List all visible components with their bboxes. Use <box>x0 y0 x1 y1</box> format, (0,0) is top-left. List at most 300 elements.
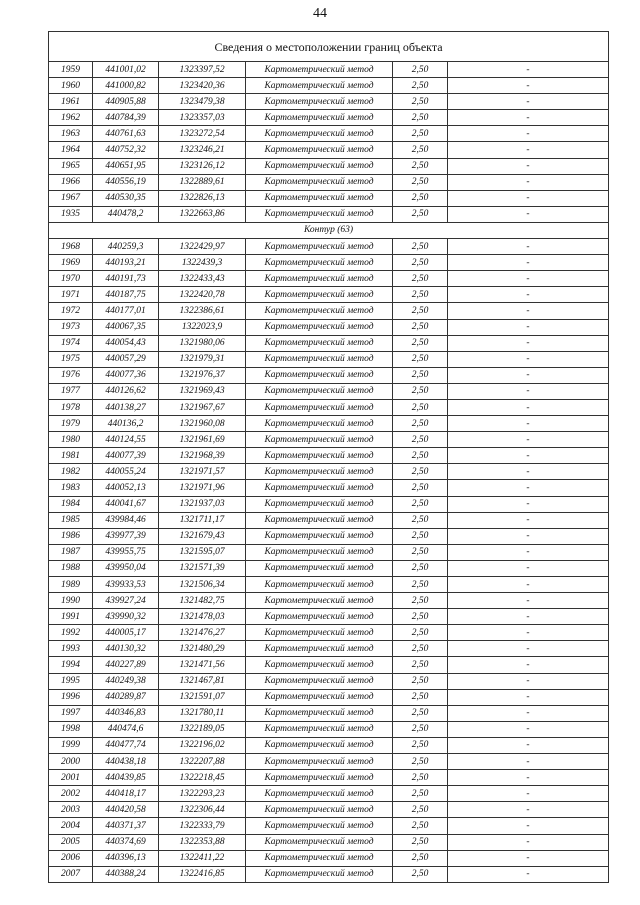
table-row <box>49 512 609 528</box>
method-cell: Картометрический метод <box>246 609 393 625</box>
x-coordinate-cell: 440193,21 <box>93 255 159 271</box>
precision-cell: 2,50 <box>393 464 448 480</box>
point-number-cell: 1981 <box>49 448 93 464</box>
y-coordinate-cell: 1322429,97 <box>159 239 246 255</box>
precision-cell: 2,50 <box>393 142 448 158</box>
description-cell: - <box>448 416 609 432</box>
precision-cell: 2,50 <box>393 560 448 576</box>
x-coordinate-cell: 440249,38 <box>93 673 159 689</box>
description-cell: - <box>448 770 609 786</box>
point-number-cell: 1972 <box>49 303 93 319</box>
precision-cell: 2,50 <box>393 383 448 399</box>
point-number-cell: 1989 <box>49 577 93 593</box>
point-number-cell: 1987 <box>49 544 93 560</box>
description-cell: - <box>448 94 609 110</box>
x-coordinate-cell: 440396,13 <box>93 850 159 866</box>
table-row <box>49 351 609 367</box>
table-row <box>49 399 609 415</box>
description-cell: - <box>448 802 609 818</box>
method-cell: Картометрический метод <box>246 335 393 351</box>
x-coordinate-cell: 440651,95 <box>93 158 159 174</box>
x-coordinate-cell: 440191,73 <box>93 271 159 287</box>
table-row <box>49 255 609 271</box>
method-cell: Картометрический метод <box>246 142 393 158</box>
method-cell: Картометрический метод <box>246 416 393 432</box>
x-coordinate-cell: 440052,13 <box>93 480 159 496</box>
x-coordinate-cell: 439933,53 <box>93 577 159 593</box>
y-coordinate-cell: 1321467,81 <box>159 673 246 689</box>
x-coordinate-cell: 440057,29 <box>93 351 159 367</box>
precision-cell: 2,50 <box>393 287 448 303</box>
table-row <box>49 834 609 850</box>
y-coordinate-cell: 1321679,43 <box>159 528 246 544</box>
x-coordinate-cell: 440418,17 <box>93 786 159 802</box>
point-number-cell: 1974 <box>49 335 93 351</box>
description-cell: - <box>448 673 609 689</box>
description-cell: - <box>448 850 609 866</box>
y-coordinate-cell: 1321780,11 <box>159 705 246 721</box>
point-number-cell: 1961 <box>49 94 93 110</box>
precision-cell: 2,50 <box>393 593 448 609</box>
y-coordinate-cell: 1323479,38 <box>159 94 246 110</box>
table-row <box>49 416 609 432</box>
precision-cell: 2,50 <box>393 448 448 464</box>
method-cell: Картометрический метод <box>246 448 393 464</box>
method-cell: Картометрический метод <box>246 399 393 415</box>
precision-cell: 2,50 <box>393 625 448 641</box>
y-coordinate-cell: 1321591,07 <box>159 689 246 705</box>
x-coordinate-cell: 440439,85 <box>93 770 159 786</box>
y-coordinate-cell: 1321478,03 <box>159 609 246 625</box>
method-cell: Картометрический метод <box>246 721 393 737</box>
y-coordinate-cell: 1322433,43 <box>159 271 246 287</box>
x-coordinate-cell: 440067,35 <box>93 319 159 335</box>
method-cell: Картометрический метод <box>246 786 393 802</box>
y-coordinate-cell: 1322023,9 <box>159 319 246 335</box>
description-cell: - <box>448 335 609 351</box>
point-number-cell: 1968 <box>49 239 93 255</box>
description-cell: - <box>448 625 609 641</box>
x-coordinate-cell: 440077,36 <box>93 367 159 383</box>
point-number-cell: 1986 <box>49 528 93 544</box>
precision-cell: 2,50 <box>393 110 448 126</box>
description-cell: - <box>448 239 609 255</box>
table-title-row <box>49 32 609 62</box>
precision-cell: 2,50 <box>393 78 448 94</box>
y-coordinate-cell: 1321476,27 <box>159 625 246 641</box>
x-coordinate-cell: 440905,88 <box>93 94 159 110</box>
precision-cell: 2,50 <box>393 577 448 593</box>
table-row <box>49 593 609 609</box>
method-cell: Картометрический метод <box>246 802 393 818</box>
description-cell: - <box>448 367 609 383</box>
x-coordinate-cell: 440556,19 <box>93 174 159 190</box>
x-coordinate-cell: 440371,37 <box>93 818 159 834</box>
method-cell: Картометрический метод <box>246 834 393 850</box>
point-number-cell: 1994 <box>49 657 93 673</box>
x-coordinate-cell: 440478,2 <box>93 206 159 222</box>
method-cell: Картометрический метод <box>246 287 393 303</box>
x-coordinate-cell: 440388,24 <box>93 866 159 882</box>
precision-cell: 2,50 <box>393 255 448 271</box>
x-coordinate-cell: 440055,24 <box>93 464 159 480</box>
method-cell: Картометрический метод <box>246 303 393 319</box>
y-coordinate-cell: 1323397,52 <box>159 62 246 78</box>
description-cell: - <box>448 721 609 737</box>
y-coordinate-cell: 1321506,34 <box>159 577 246 593</box>
y-coordinate-cell: 1321976,37 <box>159 367 246 383</box>
point-number-cell: 1991 <box>49 609 93 625</box>
y-coordinate-cell: 1321979,31 <box>159 351 246 367</box>
y-coordinate-cell: 1322353,88 <box>159 834 246 850</box>
x-coordinate-cell: 440136,2 <box>93 416 159 432</box>
precision-cell: 2,50 <box>393 818 448 834</box>
point-number-cell: 1966 <box>49 174 93 190</box>
x-coordinate-cell: 440784,39 <box>93 110 159 126</box>
method-cell: Картометрический метод <box>246 705 393 721</box>
point-number-cell: 1964 <box>49 142 93 158</box>
description-cell: - <box>448 464 609 480</box>
x-coordinate-cell: 439955,75 <box>93 544 159 560</box>
description-cell: - <box>448 657 609 673</box>
table-row <box>49 786 609 802</box>
description-cell: - <box>448 560 609 576</box>
method-cell: Картометрический метод <box>246 464 393 480</box>
description-cell: - <box>448 818 609 834</box>
page-number: 44 <box>313 6 327 21</box>
point-number-cell: 1996 <box>49 689 93 705</box>
precision-cell: 2,50 <box>393 689 448 705</box>
precision-cell: 2,50 <box>393 786 448 802</box>
description-cell: - <box>448 496 609 512</box>
table-row <box>49 335 609 351</box>
description-cell: - <box>448 78 609 94</box>
precision-cell: 2,50 <box>393 770 448 786</box>
table-row <box>49 303 609 319</box>
x-coordinate-cell: 439984,46 <box>93 512 159 528</box>
table-row <box>49 770 609 786</box>
point-number-cell: 1967 <box>49 190 93 206</box>
description-cell: - <box>448 609 609 625</box>
method-cell: Картометрический метод <box>246 319 393 335</box>
table-row <box>49 657 609 673</box>
table-row <box>49 142 609 158</box>
x-coordinate-cell: 439927,24 <box>93 593 159 609</box>
y-coordinate-cell: 1321482,75 <box>159 593 246 609</box>
precision-cell: 2,50 <box>393 528 448 544</box>
description-cell: - <box>448 641 609 657</box>
precision-cell: 2,50 <box>393 94 448 110</box>
description-cell: - <box>448 544 609 560</box>
table-row <box>49 625 609 641</box>
table-title: Сведения о местоположении границ объекта <box>49 32 609 62</box>
precision-cell: 2,50 <box>393 850 448 866</box>
precision-cell: 2,50 <box>393 239 448 255</box>
method-cell: Картометрический метод <box>246 577 393 593</box>
y-coordinate-cell: 1322889,61 <box>159 174 246 190</box>
table-row <box>49 496 609 512</box>
point-number-cell: 1976 <box>49 367 93 383</box>
precision-cell: 2,50 <box>393 705 448 721</box>
description-cell: - <box>448 399 609 415</box>
point-number-cell: 1962 <box>49 110 93 126</box>
method-cell: Картометрический метод <box>246 158 393 174</box>
method-cell: Картометрический метод <box>246 94 393 110</box>
x-coordinate-cell: 439950,04 <box>93 560 159 576</box>
method-cell: Картометрический метод <box>246 770 393 786</box>
point-number-cell: 1985 <box>49 512 93 528</box>
description-cell: - <box>448 705 609 721</box>
precision-cell: 2,50 <box>393 271 448 287</box>
precision-cell: 2,50 <box>393 609 448 625</box>
precision-cell: 2,50 <box>393 834 448 850</box>
method-cell: Картометрический метод <box>246 110 393 126</box>
boundary-table <box>48 31 609 883</box>
x-coordinate-cell: 440005,17 <box>93 625 159 641</box>
precision-cell: 2,50 <box>393 174 448 190</box>
table-row <box>49 110 609 126</box>
method-cell: Картометрический метод <box>246 496 393 512</box>
method-cell: Картометрический метод <box>246 850 393 866</box>
point-number-cell: 1982 <box>49 464 93 480</box>
x-coordinate-cell: 441000,82 <box>93 78 159 94</box>
y-coordinate-cell: 1323246,21 <box>159 142 246 158</box>
precision-cell: 2,50 <box>393 721 448 737</box>
point-number-cell: 2005 <box>49 834 93 850</box>
precision-cell: 2,50 <box>393 303 448 319</box>
precision-cell: 2,50 <box>393 641 448 657</box>
description-cell: - <box>448 126 609 142</box>
method-cell: Картометрический метод <box>246 512 393 528</box>
y-coordinate-cell: 1323420,36 <box>159 78 246 94</box>
x-coordinate-cell: 440227,89 <box>93 657 159 673</box>
point-number-cell: 1960 <box>49 78 93 94</box>
x-coordinate-cell: 440041,67 <box>93 496 159 512</box>
point-number-cell: 1983 <box>49 480 93 496</box>
table-row <box>49 850 609 866</box>
point-number-cell: 1995 <box>49 673 93 689</box>
x-coordinate-cell: 440530,35 <box>93 190 159 206</box>
method-cell: Картометрический метод <box>246 866 393 882</box>
point-number-cell: 1984 <box>49 496 93 512</box>
precision-cell: 2,50 <box>393 351 448 367</box>
table-row <box>49 383 609 399</box>
x-coordinate-cell: 440077,39 <box>93 448 159 464</box>
y-coordinate-cell: 1321960,08 <box>159 416 246 432</box>
description-cell: - <box>448 512 609 528</box>
description-cell: - <box>448 303 609 319</box>
precision-cell: 2,50 <box>393 544 448 560</box>
method-cell: Картометрический метод <box>246 271 393 287</box>
x-coordinate-cell: 440477,74 <box>93 737 159 753</box>
table-row <box>49 577 609 593</box>
point-number-cell: 2003 <box>49 802 93 818</box>
description-cell: - <box>448 737 609 753</box>
x-coordinate-cell: 440761,63 <box>93 126 159 142</box>
table-row <box>49 737 609 753</box>
point-number-cell: 2002 <box>49 786 93 802</box>
table-row <box>49 78 609 94</box>
x-coordinate-cell: 439977,39 <box>93 528 159 544</box>
y-coordinate-cell: 1321571,39 <box>159 560 246 576</box>
x-coordinate-cell: 440138,27 <box>93 399 159 415</box>
table-row <box>49 528 609 544</box>
point-number-cell: 2007 <box>49 866 93 882</box>
x-coordinate-cell: 440438,18 <box>93 754 159 770</box>
table-row <box>49 158 609 174</box>
point-number-cell: 1997 <box>49 705 93 721</box>
table-row <box>49 94 609 110</box>
y-coordinate-cell: 1321595,07 <box>159 544 246 560</box>
table-row <box>49 432 609 448</box>
description-cell: - <box>448 190 609 206</box>
description-cell: - <box>448 480 609 496</box>
table-row <box>49 705 609 721</box>
point-number-cell: 1978 <box>49 399 93 415</box>
description-cell: - <box>448 319 609 335</box>
point-number-cell: 1973 <box>49 319 93 335</box>
y-coordinate-cell: 1323126,12 <box>159 158 246 174</box>
table-row <box>49 190 609 206</box>
precision-cell: 2,50 <box>393 206 448 222</box>
table-row <box>49 464 609 480</box>
point-number-cell: 1993 <box>49 641 93 657</box>
method-cell: Картометрический метод <box>246 544 393 560</box>
method-cell: Картометрический метод <box>246 383 393 399</box>
description-cell: - <box>448 271 609 287</box>
y-coordinate-cell: 1322420,78 <box>159 287 246 303</box>
table-row <box>49 480 609 496</box>
table-row <box>49 560 609 576</box>
table-row <box>49 62 609 78</box>
description-cell: - <box>448 206 609 222</box>
method-cell: Картометрический метод <box>246 126 393 142</box>
x-coordinate-cell: 440177,01 <box>93 303 159 319</box>
precision-cell: 2,50 <box>393 802 448 818</box>
precision-cell: 2,50 <box>393 416 448 432</box>
y-coordinate-cell: 1322306,44 <box>159 802 246 818</box>
y-coordinate-cell: 1321971,57 <box>159 464 246 480</box>
point-number-cell: 1935 <box>49 206 93 222</box>
description-cell: - <box>448 754 609 770</box>
table-row <box>49 641 609 657</box>
point-number-cell: 1979 <box>49 416 93 432</box>
x-coordinate-cell: 440124,55 <box>93 432 159 448</box>
y-coordinate-cell: 1322207,88 <box>159 754 246 770</box>
y-coordinate-cell: 1323357,03 <box>159 110 246 126</box>
table-row <box>49 609 609 625</box>
y-coordinate-cell: 1322826,13 <box>159 190 246 206</box>
description-cell: - <box>448 158 609 174</box>
y-coordinate-cell: 1322218,45 <box>159 770 246 786</box>
point-number-cell: 1999 <box>49 737 93 753</box>
point-number-cell: 1980 <box>49 432 93 448</box>
table-row <box>49 544 609 560</box>
method-cell: Картометрический метод <box>246 754 393 770</box>
method-cell: Картометрический метод <box>246 78 393 94</box>
y-coordinate-cell: 1321480,29 <box>159 641 246 657</box>
description-cell: - <box>448 383 609 399</box>
method-cell: Картометрический метод <box>246 657 393 673</box>
point-number-cell: 2001 <box>49 770 93 786</box>
point-number-cell: 1969 <box>49 255 93 271</box>
description-cell: - <box>448 287 609 303</box>
precision-cell: 2,50 <box>393 737 448 753</box>
y-coordinate-cell: 1321967,67 <box>159 399 246 415</box>
table-row <box>49 271 609 287</box>
precision-cell: 2,50 <box>393 866 448 882</box>
y-coordinate-cell: 1322386,61 <box>159 303 246 319</box>
contour-row <box>49 222 609 238</box>
y-coordinate-cell: 1321961,69 <box>159 432 246 448</box>
method-cell: Картометрический метод <box>246 367 393 383</box>
x-coordinate-cell: 440346,83 <box>93 705 159 721</box>
table-row <box>49 689 609 705</box>
description-cell: - <box>448 448 609 464</box>
y-coordinate-cell: 1322333,79 <box>159 818 246 834</box>
method-cell: Картометрический метод <box>246 62 393 78</box>
method-cell: Картометрический метод <box>246 641 393 657</box>
method-cell: Картометрический метод <box>246 480 393 496</box>
method-cell: Картометрический метод <box>246 206 393 222</box>
table-row <box>49 206 609 222</box>
description-cell: - <box>448 528 609 544</box>
point-number-cell: 2000 <box>49 754 93 770</box>
method-cell: Картометрический метод <box>246 351 393 367</box>
precision-cell: 2,50 <box>393 512 448 528</box>
contour-label: Контур (63) <box>49 222 609 238</box>
y-coordinate-cell: 1321971,96 <box>159 480 246 496</box>
y-coordinate-cell: 1321471,56 <box>159 657 246 673</box>
point-number-cell: 2004 <box>49 818 93 834</box>
description-cell: - <box>448 174 609 190</box>
point-number-cell: 1977 <box>49 383 93 399</box>
description-cell: - <box>448 866 609 882</box>
precision-cell: 2,50 <box>393 335 448 351</box>
x-coordinate-cell: 440420,58 <box>93 802 159 818</box>
x-coordinate-cell: 440126,62 <box>93 383 159 399</box>
precision-cell: 2,50 <box>393 158 448 174</box>
y-coordinate-cell: 1322411,22 <box>159 850 246 866</box>
method-cell: Картометрический метод <box>246 625 393 641</box>
description-cell: - <box>448 142 609 158</box>
point-number-cell: 1970 <box>49 271 93 287</box>
precision-cell: 2,50 <box>393 190 448 206</box>
precision-cell: 2,50 <box>393 126 448 142</box>
table-row <box>49 174 609 190</box>
point-number-cell: 2006 <box>49 850 93 866</box>
x-coordinate-cell: 440474,6 <box>93 721 159 737</box>
precision-cell: 2,50 <box>393 367 448 383</box>
x-coordinate-cell: 441001,02 <box>93 62 159 78</box>
x-coordinate-cell: 440752,32 <box>93 142 159 158</box>
y-coordinate-cell: 1322439,3 <box>159 255 246 271</box>
description-cell: - <box>448 62 609 78</box>
table-row <box>49 319 609 335</box>
description-cell: - <box>448 351 609 367</box>
y-coordinate-cell: 1321937,03 <box>159 496 246 512</box>
description-cell: - <box>448 689 609 705</box>
description-cell: - <box>448 786 609 802</box>
table-row <box>49 448 609 464</box>
method-cell: Картометрический метод <box>246 689 393 705</box>
point-number-cell: 1988 <box>49 560 93 576</box>
y-coordinate-cell: 1322663,86 <box>159 206 246 222</box>
table-row <box>49 367 609 383</box>
point-number-cell: 1990 <box>49 593 93 609</box>
y-coordinate-cell: 1322416,85 <box>159 866 246 882</box>
precision-cell: 2,50 <box>393 399 448 415</box>
